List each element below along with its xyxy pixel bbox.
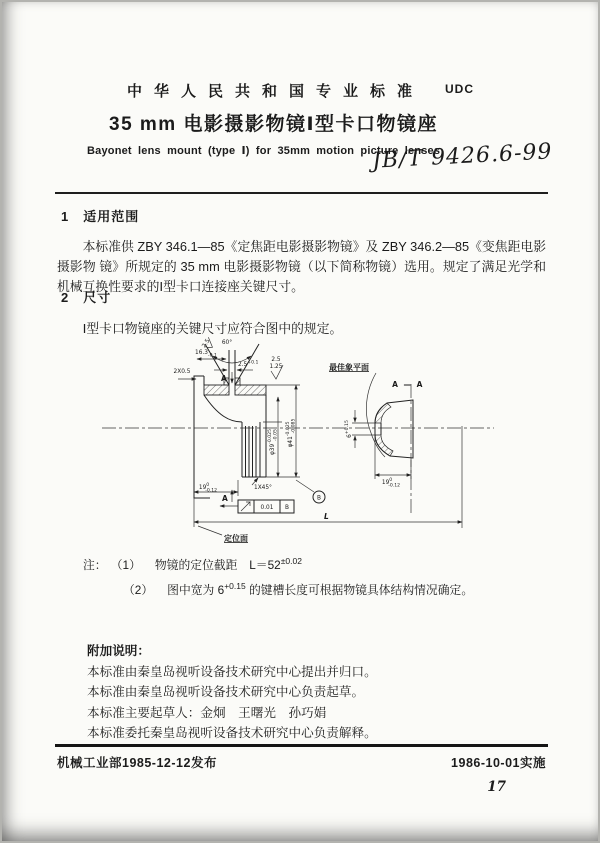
header-rule: [55, 192, 548, 194]
svg-text:6+0.15: $6^{+0.15}$: [345, 420, 353, 438]
figure-notes: [83, 551, 473, 601]
svg-text:φ39-0.025-0.05: $\varphi 39^{-0.025}-0.05$: [268, 428, 279, 456]
svg-text:L: L: [324, 512, 329, 521]
svg-text:A: A: [221, 374, 227, 383]
section1-body: 本标准供 ZBY 346.1—85《定焦距电影摄影物镜》及 ZBY 346.2—85《变焦距电影摄影物 镜》所规定的 35 mm 电影摄影物镜（以下简称物镜）选用。规定了满足光学和机械互换性要求的Ⅰ型卡口连接座关键尺寸。: [57, 238, 546, 294]
additional-notes: [87, 641, 377, 744]
svg-text:1X45°: 1X45°: [254, 485, 272, 491]
mount-section-view: [174, 337, 462, 543]
runout-symbol-icon: [241, 502, 250, 511]
section2-title: 尺寸: [83, 290, 112, 305]
section-arrow-top: [221, 372, 232, 383]
note-2: （2） 图中宽为 $6^{+0.15}$ 的键槽长度可根据物镜具体结构情况确定。: [123, 580, 474, 597]
svg-text:190-0.12: $19^0$ -0.12: [381, 478, 401, 489]
runout-tolerance-frame: [220, 500, 294, 513]
svg-text:1.25: 1.25: [269, 364, 283, 370]
bore-splines: [242, 422, 260, 477]
appendix-line: 本标准由秦皇岛视听设备技术研究中心负责起草。: [87, 685, 365, 699]
effective-date: 1986-10-01实施: [451, 756, 546, 770]
additional-notes-heading: 附加说明：: [87, 644, 150, 658]
appendix-line: 本标准由秦皇岛视听设备技术研究中心提出并归口。: [87, 664, 377, 679]
footer-row: [57, 753, 546, 771]
section1-number: 1: [61, 209, 70, 224]
datum-b-balloon: [296, 480, 325, 503]
best-image-plane-label: 最佳象平面: [329, 363, 369, 372]
svg-text:2.5: 2.5: [201, 338, 212, 350]
section2-number: 2: [61, 290, 70, 305]
view-a-a-title: A — A: [392, 380, 424, 389]
appendix-line: 本标准委托秦皇岛视听设备技术研究中心负责解释。: [87, 726, 377, 740]
dim-length-L: [194, 426, 462, 528]
doc-title-en: Bayonet lens mount (type Ⅰ) for 35mm motion picture lenses: [87, 145, 441, 157]
svg-text:2.5: 2.5: [271, 357, 281, 363]
section-a-a-view: [329, 362, 424, 516]
svg-text:190-0.12: $19^0$ -0.12: [198, 483, 218, 494]
runout-datum: B: [285, 505, 289, 511]
technical-drawing: [85, 330, 547, 548]
section2-heading: [61, 287, 111, 306]
issue-date: 机械工业部1985-12-12发布: [57, 756, 217, 770]
locating-face-label: [198, 526, 248, 543]
svg-text:B: B: [317, 495, 321, 502]
figure-container: [85, 330, 547, 548]
dim-keyway-6: [344, 410, 375, 448]
angle-dim-label: 60°: [221, 340, 233, 346]
doc-title-zh: 35 mm 电影摄影物镜Ⅰ型卡口物镜座: [109, 114, 439, 135]
dim-19-left: [194, 480, 238, 496]
svg-text:A: A: [222, 494, 228, 503]
section1-title: 适用范围: [83, 209, 140, 224]
dim-2-5: $2.5^{+0.1}$: [238, 360, 259, 368]
svg-text:φ41-0.025-0.085: $\varphi 41^{-0.025}-0.085$: [286, 418, 297, 448]
runout-value: 0.01: [260, 505, 274, 511]
page-content: [57, 0, 553, 843]
udc-label: UDC: [445, 82, 474, 96]
standard-code-handwritten: JB/T 9426.6-99: [370, 139, 553, 174]
dim-chamfer-right: [252, 478, 272, 491]
footer-rule: [55, 744, 548, 747]
roughness-mark: [270, 357, 283, 379]
page-number: 17: [487, 779, 506, 795]
dim-16-3: $16.3_{-0.1}$: [195, 350, 217, 359]
svg-text:定位面: 定位面: [224, 534, 248, 543]
inner-profile-curve: [204, 395, 242, 422]
note-1: 注： （1） 物镜的定位截距 $L=52^{\pm 0.02}$: [83, 556, 302, 572]
dim-phi39: [263, 397, 300, 477]
section1-heading: [61, 206, 139, 225]
section2-body: Ⅰ型卡口物镜座的关键尺寸应符合图中的规定。: [82, 320, 343, 336]
appendix-line: 本标准主要起草人：金炯 王曙光 孙巧娟: [87, 705, 327, 720]
dim-chamfer-left: 2X0.5: [173, 369, 191, 375]
notes-label: 注：: [83, 557, 107, 572]
standard-title: 中华人民共和国专业标准: [127, 83, 425, 100]
